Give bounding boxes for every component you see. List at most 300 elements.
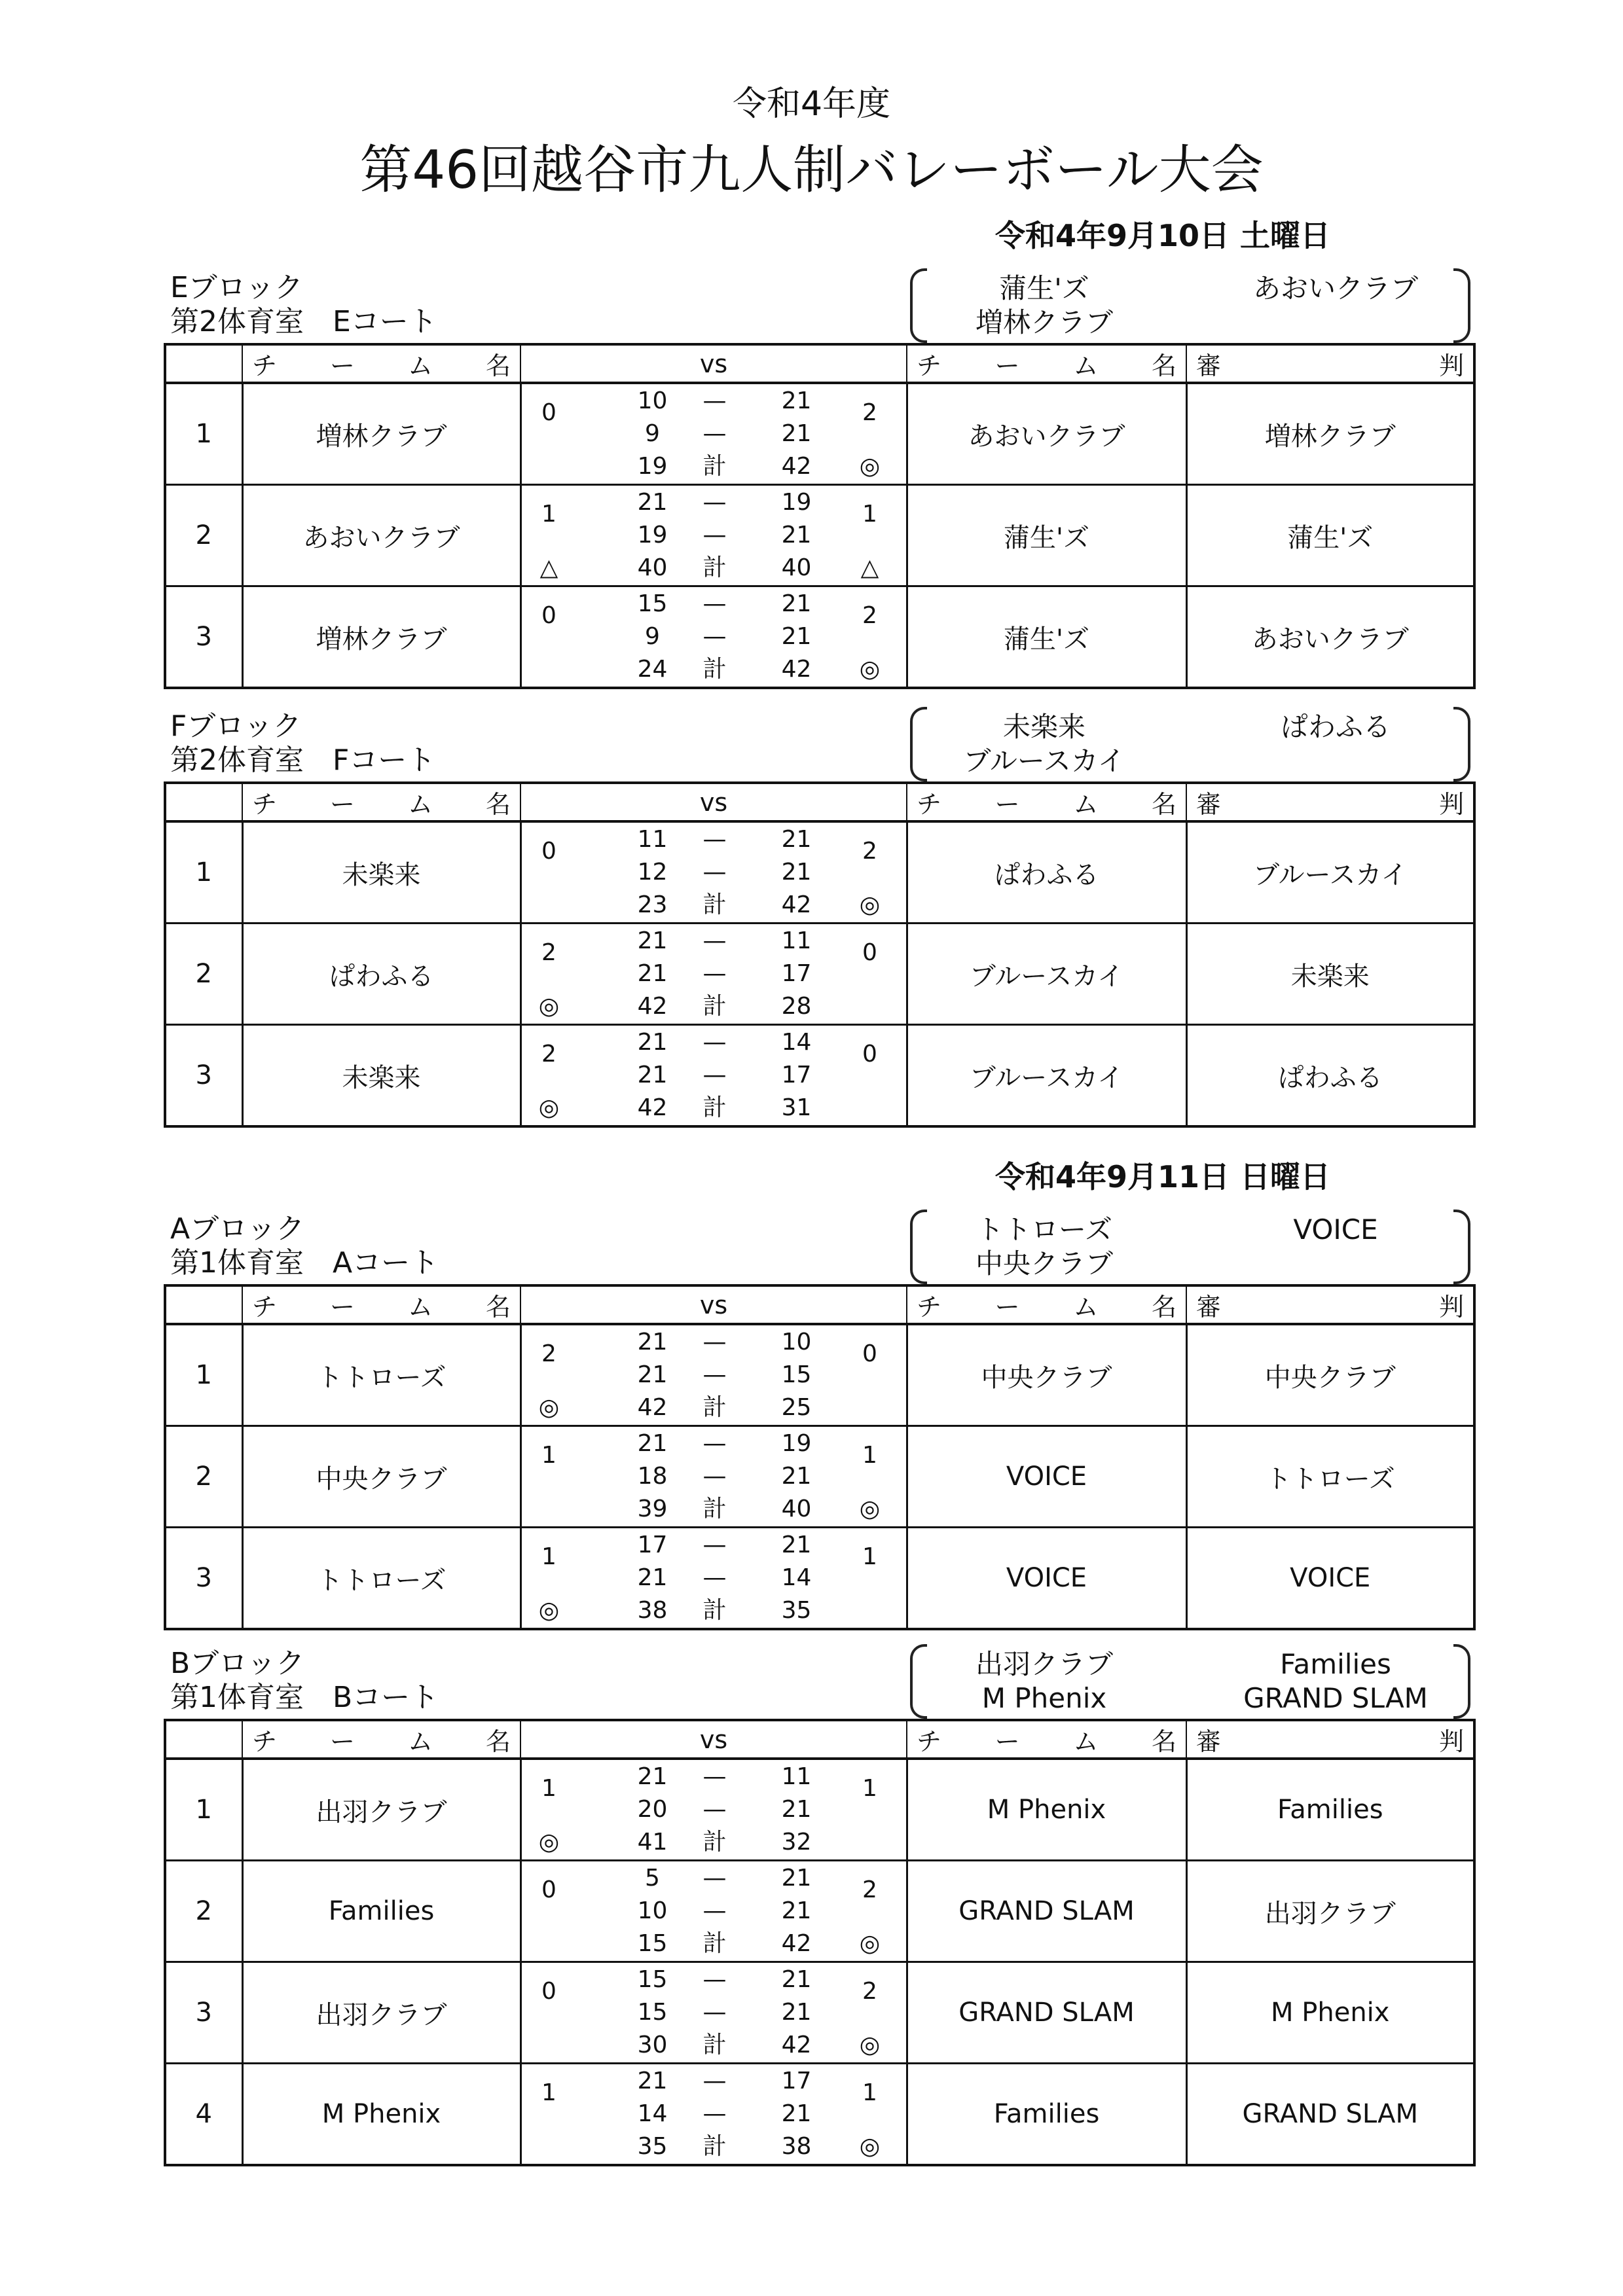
match-number: 2 xyxy=(165,1861,242,1962)
dash-1: — xyxy=(702,1966,727,1993)
dash-2: — xyxy=(702,1796,727,1823)
dash-2: — xyxy=(702,1062,727,1088)
referee-name: 未楽来 xyxy=(1186,924,1474,1025)
result-mark-b: ◎ xyxy=(859,656,881,683)
sets-won-a: 2 xyxy=(541,939,556,966)
results-table xyxy=(164,1284,1476,1630)
header-char: 判 xyxy=(1438,790,1464,819)
match-number: 2 xyxy=(165,924,242,1025)
set2-team-a: 21 xyxy=(637,1564,668,1591)
total-team-b: 42 xyxy=(781,453,812,480)
set1-team-b: 10 xyxy=(781,1329,812,1355)
set2-team-b: 21 xyxy=(781,1463,812,1490)
result-mark-b: △ xyxy=(860,554,879,581)
total-label: 計 xyxy=(702,1829,727,1856)
sets-won-a: 1 xyxy=(541,2079,556,2106)
header-char: 名 xyxy=(1151,1293,1176,1321)
header-char: ー xyxy=(329,351,355,380)
header-vs: vs xyxy=(520,1285,907,1324)
total-label: 計 xyxy=(702,453,727,480)
sets-won-a: 1 xyxy=(541,1543,556,1570)
header-referee xyxy=(1186,344,1474,383)
total-team-b: 42 xyxy=(781,1930,812,1957)
bracket-left xyxy=(910,707,927,781)
total-team-a: 40 xyxy=(637,554,668,581)
set1-team-b: 11 xyxy=(781,927,812,954)
team-b-name: あおいクラブ xyxy=(907,383,1186,485)
set1-team-a: 21 xyxy=(637,2068,668,2094)
bracket-right xyxy=(1453,1210,1470,1284)
block-venue: 第2体育室 Fコート xyxy=(170,744,436,777)
set1-team-b: 21 xyxy=(781,826,812,853)
team-a-name: M Phenix xyxy=(242,2064,520,2166)
result-mark-a: ◎ xyxy=(538,993,560,1020)
set1-team-b: 19 xyxy=(781,1430,812,1457)
team-b-name: M Phenix xyxy=(907,1759,1186,1861)
results-table xyxy=(164,343,1476,689)
set2-team-b: 21 xyxy=(781,1897,812,1924)
header-char: 名 xyxy=(485,790,511,819)
sets-won-b: 1 xyxy=(862,1775,877,1802)
match-number: 1 xyxy=(165,1759,242,1861)
dash-1: — xyxy=(702,1763,727,1790)
total-label: 計 xyxy=(702,656,727,683)
table-header-row xyxy=(165,1720,1474,1759)
bracket-right xyxy=(1453,1644,1470,1719)
block-team-name: トトローズ xyxy=(976,1213,1112,1246)
set2-team-a: 12 xyxy=(637,859,668,886)
score-cell xyxy=(520,1025,907,1127)
bracket-left xyxy=(910,268,927,343)
team-a-name: 増林クラブ xyxy=(242,586,520,689)
sets-won-b: 1 xyxy=(862,1442,877,1469)
header-char: ム xyxy=(407,1727,433,1756)
sets-won-b: 1 xyxy=(862,501,877,528)
dash-2: — xyxy=(702,1897,727,1924)
set2-team-a: 21 xyxy=(637,960,668,987)
referee-name: 出羽クラブ xyxy=(1186,1861,1474,1962)
sets-won-a: 1 xyxy=(541,501,556,528)
match-row xyxy=(165,1759,1474,1861)
dash-1: — xyxy=(702,590,727,617)
dash-1: — xyxy=(702,1029,727,1056)
dash-1: — xyxy=(702,387,727,414)
header-char: ム xyxy=(407,351,433,380)
total-team-b: 35 xyxy=(781,1597,812,1624)
block-name: Fブロック xyxy=(170,709,302,743)
set2-team-a: 20 xyxy=(637,1796,668,1823)
score-cell xyxy=(520,1861,907,1962)
total-team-b: 40 xyxy=(781,1496,812,1522)
sets-won-b: 1 xyxy=(862,1543,877,1570)
referee-name: GRAND SLAM xyxy=(1186,2064,1474,2166)
dash-1: — xyxy=(702,826,727,853)
team-b-name: GRAND SLAM xyxy=(907,1962,1186,2064)
header-referee xyxy=(1186,783,1474,821)
era-title: 令和4年度 xyxy=(732,84,891,124)
referee-name: 蒲生'ズ xyxy=(1186,485,1474,586)
set1-team-b: 21 xyxy=(781,387,812,414)
sets-won-a: 0 xyxy=(541,399,556,426)
set2-team-b: 21 xyxy=(781,1796,812,1823)
set2-team-a: 15 xyxy=(637,1999,668,2026)
header-team xyxy=(907,1285,1186,1324)
header-char: チ xyxy=(917,1727,942,1756)
header-char: 審 xyxy=(1196,1727,1222,1756)
team-b-name: 蒲生'ズ xyxy=(907,485,1186,586)
block-team-name: あおいクラブ xyxy=(1252,272,1418,304)
set1-team-a: 21 xyxy=(637,927,668,954)
team-a-name: 出羽クラブ xyxy=(242,1962,520,2064)
header-char: ー xyxy=(994,1293,1020,1321)
result-mark-b: ◎ xyxy=(859,891,881,918)
match-number: 4 xyxy=(165,2064,242,2166)
total-team-b: 31 xyxy=(781,1094,812,1121)
header-vs: vs xyxy=(520,1720,907,1759)
score-cell xyxy=(520,1962,907,2064)
total-team-a: 24 xyxy=(637,656,668,683)
header-char: 名 xyxy=(1151,1727,1176,1756)
total-team-a: 42 xyxy=(637,993,668,1020)
header-char: 審 xyxy=(1196,1293,1222,1321)
block-team-name: ぱわふる xyxy=(1280,711,1391,743)
referee-name: VOICE xyxy=(1186,1528,1474,1630)
block-team-name: Families xyxy=(1280,1648,1391,1680)
match-row xyxy=(165,1426,1474,1528)
match-number: 1 xyxy=(165,821,242,924)
block-header xyxy=(164,1210,1473,1284)
block-venue: 第1体育室 Bコート xyxy=(170,1681,439,1714)
score-cell xyxy=(520,2064,907,2166)
header-char: ム xyxy=(407,1293,433,1321)
block-name: Bブロック xyxy=(170,1647,305,1680)
block-team-name: 出羽クラブ xyxy=(975,1648,1113,1680)
match-row xyxy=(165,485,1474,586)
table-header-row xyxy=(165,1285,1474,1324)
header-char: チ xyxy=(917,1293,942,1321)
set1-team-a: 11 xyxy=(637,826,668,853)
dash-2: — xyxy=(702,859,727,886)
header-team xyxy=(907,1720,1186,1759)
total-team-a: 30 xyxy=(637,2032,668,2058)
dash-2: — xyxy=(702,1463,727,1490)
set2-team-b: 21 xyxy=(781,623,812,650)
score-cell xyxy=(520,1759,907,1861)
bracket-right xyxy=(1453,268,1470,343)
header-referee xyxy=(1186,1285,1474,1324)
block-venue: 第1体育室 Aコート xyxy=(170,1246,439,1280)
set1-team-a: 21 xyxy=(637,1430,668,1457)
block-venue: 第2体育室 Eコート xyxy=(170,305,437,338)
total-label: 計 xyxy=(702,1930,727,1957)
match-date: 令和4年9月11日 日曜日 xyxy=(995,1159,1331,1194)
score-cell xyxy=(520,924,907,1025)
match-date: 令和4年9月10日 土曜日 xyxy=(995,218,1331,253)
set2-team-a: 10 xyxy=(637,1897,668,1924)
block-header xyxy=(164,268,1473,343)
total-label: 計 xyxy=(702,1496,727,1522)
header-team xyxy=(907,783,1186,821)
set1-team-b: 21 xyxy=(781,1532,812,1558)
sets-won-b: 2 xyxy=(862,1876,877,1903)
score-cell xyxy=(520,383,907,485)
sets-won-b: 2 xyxy=(862,838,877,865)
block-team-name: M Phenix xyxy=(981,1682,1107,1714)
block-name: Aブロック xyxy=(170,1212,305,1246)
block-section xyxy=(164,1644,1473,2166)
referee-name: トトローズ xyxy=(1186,1426,1474,1528)
bracket-left xyxy=(910,1644,927,1719)
header-no xyxy=(165,1720,242,1759)
team-a-name: あおいクラブ xyxy=(242,485,520,586)
block-section xyxy=(164,1210,1473,1630)
total-team-a: 15 xyxy=(637,1930,668,1957)
team-a-name: 未楽来 xyxy=(242,821,520,924)
sets-won-a: 0 xyxy=(541,602,556,629)
set1-team-a: 21 xyxy=(637,1763,668,1790)
set1-team-b: 11 xyxy=(781,1763,812,1790)
team-b-name: 蒲生'ズ xyxy=(907,586,1186,689)
sets-won-a: 0 xyxy=(541,1876,556,1903)
total-label: 計 xyxy=(702,1094,727,1121)
header-char: ム xyxy=(1073,1727,1099,1756)
header-char: 審 xyxy=(1196,790,1222,819)
header-char: ー xyxy=(329,790,355,819)
referee-name: 増林クラブ xyxy=(1186,383,1474,485)
result-mark-a: △ xyxy=(539,554,558,581)
header-char: ー xyxy=(994,790,1020,819)
total-team-b: 32 xyxy=(781,1829,812,1856)
sets-won-b: 2 xyxy=(862,1978,877,2005)
dash-1: — xyxy=(702,1532,727,1558)
total-team-a: 19 xyxy=(637,453,668,480)
match-row xyxy=(165,2064,1474,2166)
total-label: 計 xyxy=(702,1597,727,1624)
set1-team-a: 17 xyxy=(637,1532,668,1558)
block-header xyxy=(164,1644,1473,1719)
set2-team-a: 18 xyxy=(637,1463,668,1490)
total-team-b: 28 xyxy=(781,993,812,1020)
total-team-a: 42 xyxy=(637,1394,668,1421)
match-row xyxy=(165,1025,1474,1127)
header-no xyxy=(165,344,242,383)
referee-name: Families xyxy=(1186,1759,1474,1861)
match-number: 1 xyxy=(165,1324,242,1426)
header-char: 名 xyxy=(485,351,511,380)
match-row xyxy=(165,586,1474,689)
team-b-name: ブルースカイ xyxy=(907,924,1186,1025)
referee-name: ブルースカイ xyxy=(1186,821,1474,924)
header-char: ー xyxy=(994,1727,1020,1756)
set1-team-a: 21 xyxy=(637,489,668,516)
bracket-right xyxy=(1453,707,1470,781)
sets-won-a: 2 xyxy=(541,1340,556,1367)
result-mark-a: ◎ xyxy=(538,1829,560,1856)
match-number: 3 xyxy=(165,586,242,689)
match-number: 3 xyxy=(165,1025,242,1127)
team-a-name: 増林クラブ xyxy=(242,383,520,485)
results-table xyxy=(164,781,1476,1128)
dash-2: — xyxy=(702,420,727,447)
header-vs: vs xyxy=(520,344,907,383)
team-a-name: Families xyxy=(242,1861,520,1962)
block-section xyxy=(164,268,1473,689)
total-team-a: 35 xyxy=(637,2133,668,2160)
bracket-left xyxy=(910,1210,927,1284)
set1-team-a: 21 xyxy=(637,1029,668,1056)
referee-name: あおいクラブ xyxy=(1186,586,1474,689)
block-team-name: 蒲生'ズ xyxy=(999,272,1089,304)
block-header xyxy=(164,707,1473,781)
set1-team-a: 15 xyxy=(637,1966,668,1993)
dash-2: — xyxy=(702,1564,727,1591)
header-char: ム xyxy=(407,790,433,819)
total-team-b: 42 xyxy=(781,2032,812,2058)
set2-team-a: 9 xyxy=(645,420,660,447)
total-team-b: 40 xyxy=(781,554,812,581)
header-team xyxy=(242,1720,520,1759)
header-char: 名 xyxy=(1151,790,1176,819)
header-char: ー xyxy=(329,1727,355,1756)
block-team-name: 増林クラブ xyxy=(975,306,1113,338)
header-char: チ xyxy=(917,351,942,380)
header-char: チ xyxy=(252,1727,278,1756)
set2-team-a: 14 xyxy=(637,2100,668,2127)
referee-name: 中央クラブ xyxy=(1186,1324,1474,1426)
header-char: ム xyxy=(1073,790,1099,819)
match-number: 3 xyxy=(165,1962,242,2064)
sets-won-b: 0 xyxy=(862,939,877,966)
dash-1: — xyxy=(702,927,727,954)
result-mark-b: ◎ xyxy=(859,2032,881,2058)
result-mark-a: ◎ xyxy=(538,1094,560,1121)
header-char: 判 xyxy=(1438,351,1464,380)
header-char: チ xyxy=(252,790,278,819)
total-label: 計 xyxy=(702,2133,727,2160)
sets-won-a: 0 xyxy=(541,838,556,865)
set1-team-a: 15 xyxy=(637,590,668,617)
header-referee xyxy=(1186,1720,1474,1759)
match-number: 1 xyxy=(165,383,242,485)
set2-team-b: 14 xyxy=(781,1564,812,1591)
total-label: 計 xyxy=(702,891,727,918)
header-char: 名 xyxy=(485,1293,511,1321)
sets-won-a: 1 xyxy=(541,1442,556,1469)
sets-won-a: 2 xyxy=(541,1041,556,1067)
set2-team-a: 21 xyxy=(637,1361,668,1388)
set2-team-b: 15 xyxy=(781,1361,812,1388)
header-char: 審 xyxy=(1196,351,1222,380)
block-team-name: 未楽来 xyxy=(1002,711,1085,743)
set2-team-b: 21 xyxy=(781,522,812,548)
team-b-name: ブルースカイ xyxy=(907,1025,1186,1127)
score-cell xyxy=(520,1528,907,1630)
score-cell xyxy=(520,485,907,586)
result-mark-b: ◎ xyxy=(859,1496,881,1522)
set1-team-a: 5 xyxy=(645,1865,660,1892)
match-row xyxy=(165,1528,1474,1630)
dash-1: — xyxy=(702,1865,727,1892)
set2-team-a: 9 xyxy=(645,623,660,650)
set1-team-a: 21 xyxy=(637,1329,668,1355)
header-team xyxy=(242,344,520,383)
set1-team-a: 10 xyxy=(637,387,668,414)
set1-team-b: 21 xyxy=(781,590,812,617)
result-mark-b: ◎ xyxy=(859,453,881,480)
header-char: チ xyxy=(252,1293,278,1321)
header-team xyxy=(907,344,1186,383)
total-team-a: 38 xyxy=(637,1597,668,1624)
total-team-a: 41 xyxy=(637,1829,668,1856)
header-no xyxy=(165,783,242,821)
team-a-name: 未楽来 xyxy=(242,1025,520,1127)
dash-2: — xyxy=(702,1999,727,2026)
sets-won-b: 2 xyxy=(862,602,877,629)
dash-2: — xyxy=(702,1361,727,1388)
header-char: 名 xyxy=(485,1727,511,1756)
set2-team-b: 17 xyxy=(781,960,812,987)
set2-team-a: 21 xyxy=(637,1062,668,1088)
match-number: 2 xyxy=(165,485,242,586)
block-team-name: VOICE xyxy=(1293,1213,1378,1246)
team-b-name: ぱわふる xyxy=(907,821,1186,924)
sets-won-b: 2 xyxy=(862,399,877,426)
team-a-name: 出羽クラブ xyxy=(242,1759,520,1861)
set1-team-b: 19 xyxy=(781,489,812,516)
match-row xyxy=(165,924,1474,1025)
set2-team-b: 17 xyxy=(781,1062,812,1088)
set1-team-b: 14 xyxy=(781,1029,812,1056)
score-cell xyxy=(520,1426,907,1528)
header-char: ム xyxy=(1073,351,1099,380)
score-cell xyxy=(520,821,907,924)
dash-1: — xyxy=(702,1329,727,1355)
team-a-name: ぱわふる xyxy=(242,924,520,1025)
header-char: 名 xyxy=(1151,351,1176,380)
block-team-name: GRAND SLAM xyxy=(1243,1682,1428,1714)
header-char: 判 xyxy=(1438,1293,1464,1321)
team-b-name: 中央クラブ xyxy=(907,1324,1186,1426)
team-b-name: VOICE xyxy=(907,1528,1186,1630)
match-row xyxy=(165,821,1474,924)
referee-name: M Phenix xyxy=(1186,1962,1474,2064)
dash-1: — xyxy=(702,2068,727,2094)
sets-won-b: 0 xyxy=(862,1041,877,1067)
block-team-name: ブルースカイ xyxy=(963,745,1125,777)
result-mark-b: ◎ xyxy=(859,1930,881,1957)
tournament-title: 第46回越谷市九人制バレーボール大会 xyxy=(359,139,1264,200)
dash-2: — xyxy=(702,522,727,548)
match-row xyxy=(165,1962,1474,2064)
set2-team-b: 21 xyxy=(781,2100,812,2127)
results-table xyxy=(164,1719,1476,2166)
header-char: チ xyxy=(252,351,278,380)
set1-team-b: 21 xyxy=(781,1966,812,1993)
header-team xyxy=(242,1285,520,1324)
header-char: 判 xyxy=(1438,1727,1464,1756)
total-team-a: 42 xyxy=(637,1094,668,1121)
team-b-name: Families xyxy=(907,2064,1186,2166)
total-team-a: 23 xyxy=(637,891,668,918)
team-b-name: GRAND SLAM xyxy=(907,1861,1186,1962)
header-vs: vs xyxy=(520,783,907,821)
set1-team-b: 17 xyxy=(781,2068,812,2094)
total-label: 計 xyxy=(702,554,727,581)
total-team-b: 42 xyxy=(781,656,812,683)
sets-won-b: 0 xyxy=(862,1340,877,1367)
dash-2: — xyxy=(702,623,727,650)
block-section xyxy=(164,707,1473,1128)
